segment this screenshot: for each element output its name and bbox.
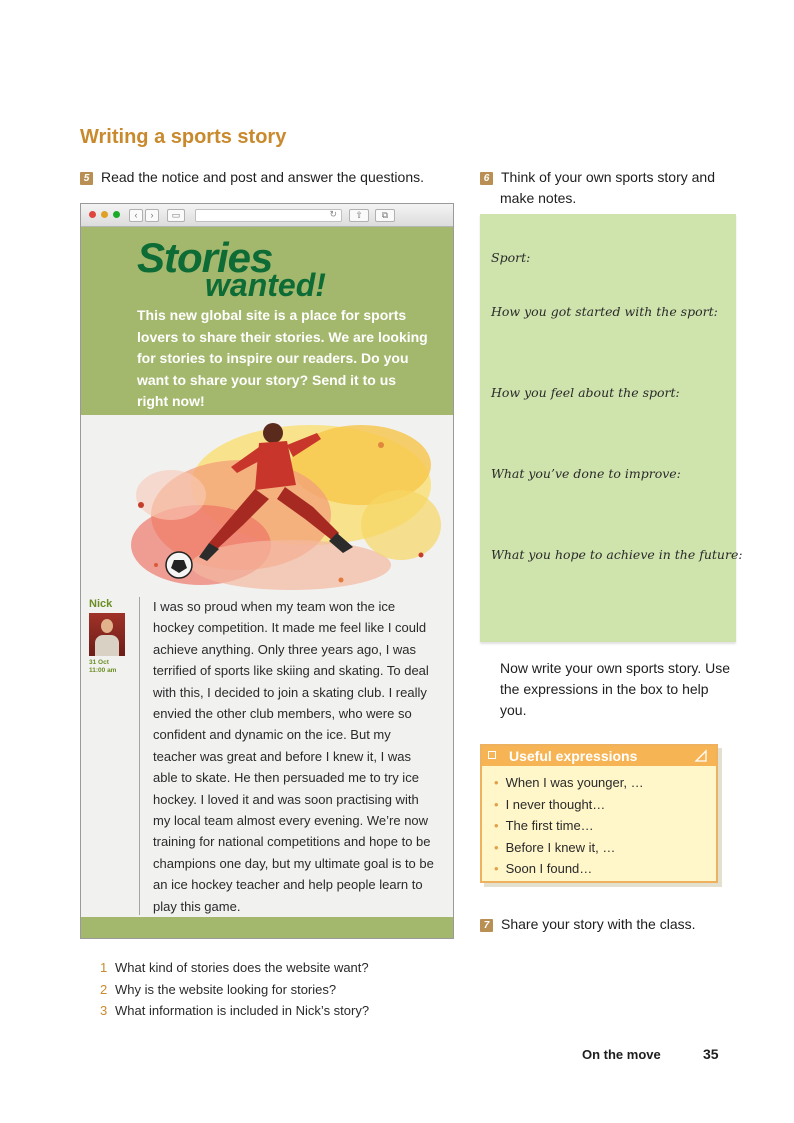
notes-panel[interactable] xyxy=(480,214,743,642)
task7-text: Share your story with the class. xyxy=(501,916,696,932)
question-item: 3 What information is included in Nick’s story? xyxy=(100,1003,370,1018)
post-text: I was so proud when my team won the ice hockey competition. It made me feel like I could achieve anything. Only three years ago, I was terrified of sports like skiing and skating. To deal with this, I decided to join a skating club. I really envied the other club members, who were so confident and dynamic on the ice. But my teacher was great and before I knew it, I was able to skate. He then persuaded me to try ice hockey. I loved it and was soon practising with my local team almost every evening. We’re now training for national competitions and hope to be champions one day, but my ultimate goal is to be an ice hockey teacher and help people learn to play this game. xyxy=(153,599,434,914)
useful-expressions-title: Useful expressions xyxy=(509,748,638,764)
footer-unit-label: On the move xyxy=(582,1047,661,1062)
expression-item: • The first time… xyxy=(494,818,594,833)
post-divider xyxy=(139,597,140,915)
expression-item: • When I was younger, … xyxy=(494,775,644,790)
address-bar[interactable] xyxy=(195,209,342,222)
task6-instruction xyxy=(480,167,730,209)
minimize-dot-icon[interactable] xyxy=(101,211,108,218)
avatar xyxy=(89,613,125,656)
expression-item: • Soon I found… xyxy=(494,861,593,876)
browser-footer-bar xyxy=(81,917,453,938)
notice-subtitle: wanted! xyxy=(205,267,326,303)
task-number-badge: 7 xyxy=(480,919,493,932)
task6-followup: Now write your own sports story. Use the expressions in the box to help you. xyxy=(500,660,731,718)
question-list xyxy=(100,957,369,1022)
task-number-badge: 5 xyxy=(80,172,93,185)
notice-banner xyxy=(81,227,453,415)
post-timestamp xyxy=(89,659,116,675)
zoom-dot-icon[interactable] xyxy=(113,211,120,218)
question-item: 2 Why is the website looking for stories? xyxy=(100,981,337,997)
close-dot-icon[interactable] xyxy=(89,211,96,218)
task5-text: Read the notice and post and answer the questions. xyxy=(101,169,424,185)
expression-item: • Before I knew it, … xyxy=(494,839,616,855)
useful-expressions-header xyxy=(482,746,716,766)
browser-window xyxy=(80,203,454,939)
section-title: Writing a sports story xyxy=(80,126,287,148)
sidebar-icon[interactable]: ▭ xyxy=(167,209,185,222)
note-prompt-sport: Sport: xyxy=(491,250,531,265)
post-time: 11:00 am xyxy=(89,667,117,674)
notice-body: This new global site is a place for sports lovers to share their stories. We are looking for stories to inspire our readers. Do you want to share your story? Send it to us right now! xyxy=(137,307,428,409)
post-date: 31 Oct xyxy=(89,659,109,666)
reload-icon[interactable]: ↻ xyxy=(329,209,337,219)
football-player-illustration xyxy=(81,415,453,595)
share-icon[interactable]: ⇧ xyxy=(349,209,369,222)
notice-title: Stories xyxy=(137,234,273,281)
expression-item: • I never thought… xyxy=(494,796,606,812)
note-prompt-feel: How you feel about the sport: xyxy=(491,385,680,400)
note-prompt-started: How you got started with the sport: xyxy=(491,304,718,319)
note-prompt-improve: What you’ve done to improve: xyxy=(491,466,681,481)
back-icon[interactable]: ‹ xyxy=(129,209,143,222)
post-author: Nick xyxy=(89,598,113,610)
task6-text: Think of your own sports story and make notes. xyxy=(500,169,715,206)
forward-icon[interactable]: › xyxy=(145,209,159,222)
useful-expressions-box xyxy=(480,744,718,883)
question-item: 1 What kind of stories does the website want? xyxy=(100,960,369,975)
checkbox-icon xyxy=(488,751,496,759)
page-number: 35 xyxy=(703,1046,719,1062)
useful-expressions-list xyxy=(494,772,644,880)
task-number-badge: 6 xyxy=(480,172,493,185)
task7-instruction xyxy=(480,914,730,935)
resize-corner-icon xyxy=(694,749,708,763)
task5-instruction xyxy=(80,167,450,188)
tabs-icon[interactable]: ⧉ xyxy=(375,209,395,222)
browser-toolbar xyxy=(81,204,453,227)
note-prompt-future: What you hope to achieve in the future: xyxy=(491,547,743,562)
